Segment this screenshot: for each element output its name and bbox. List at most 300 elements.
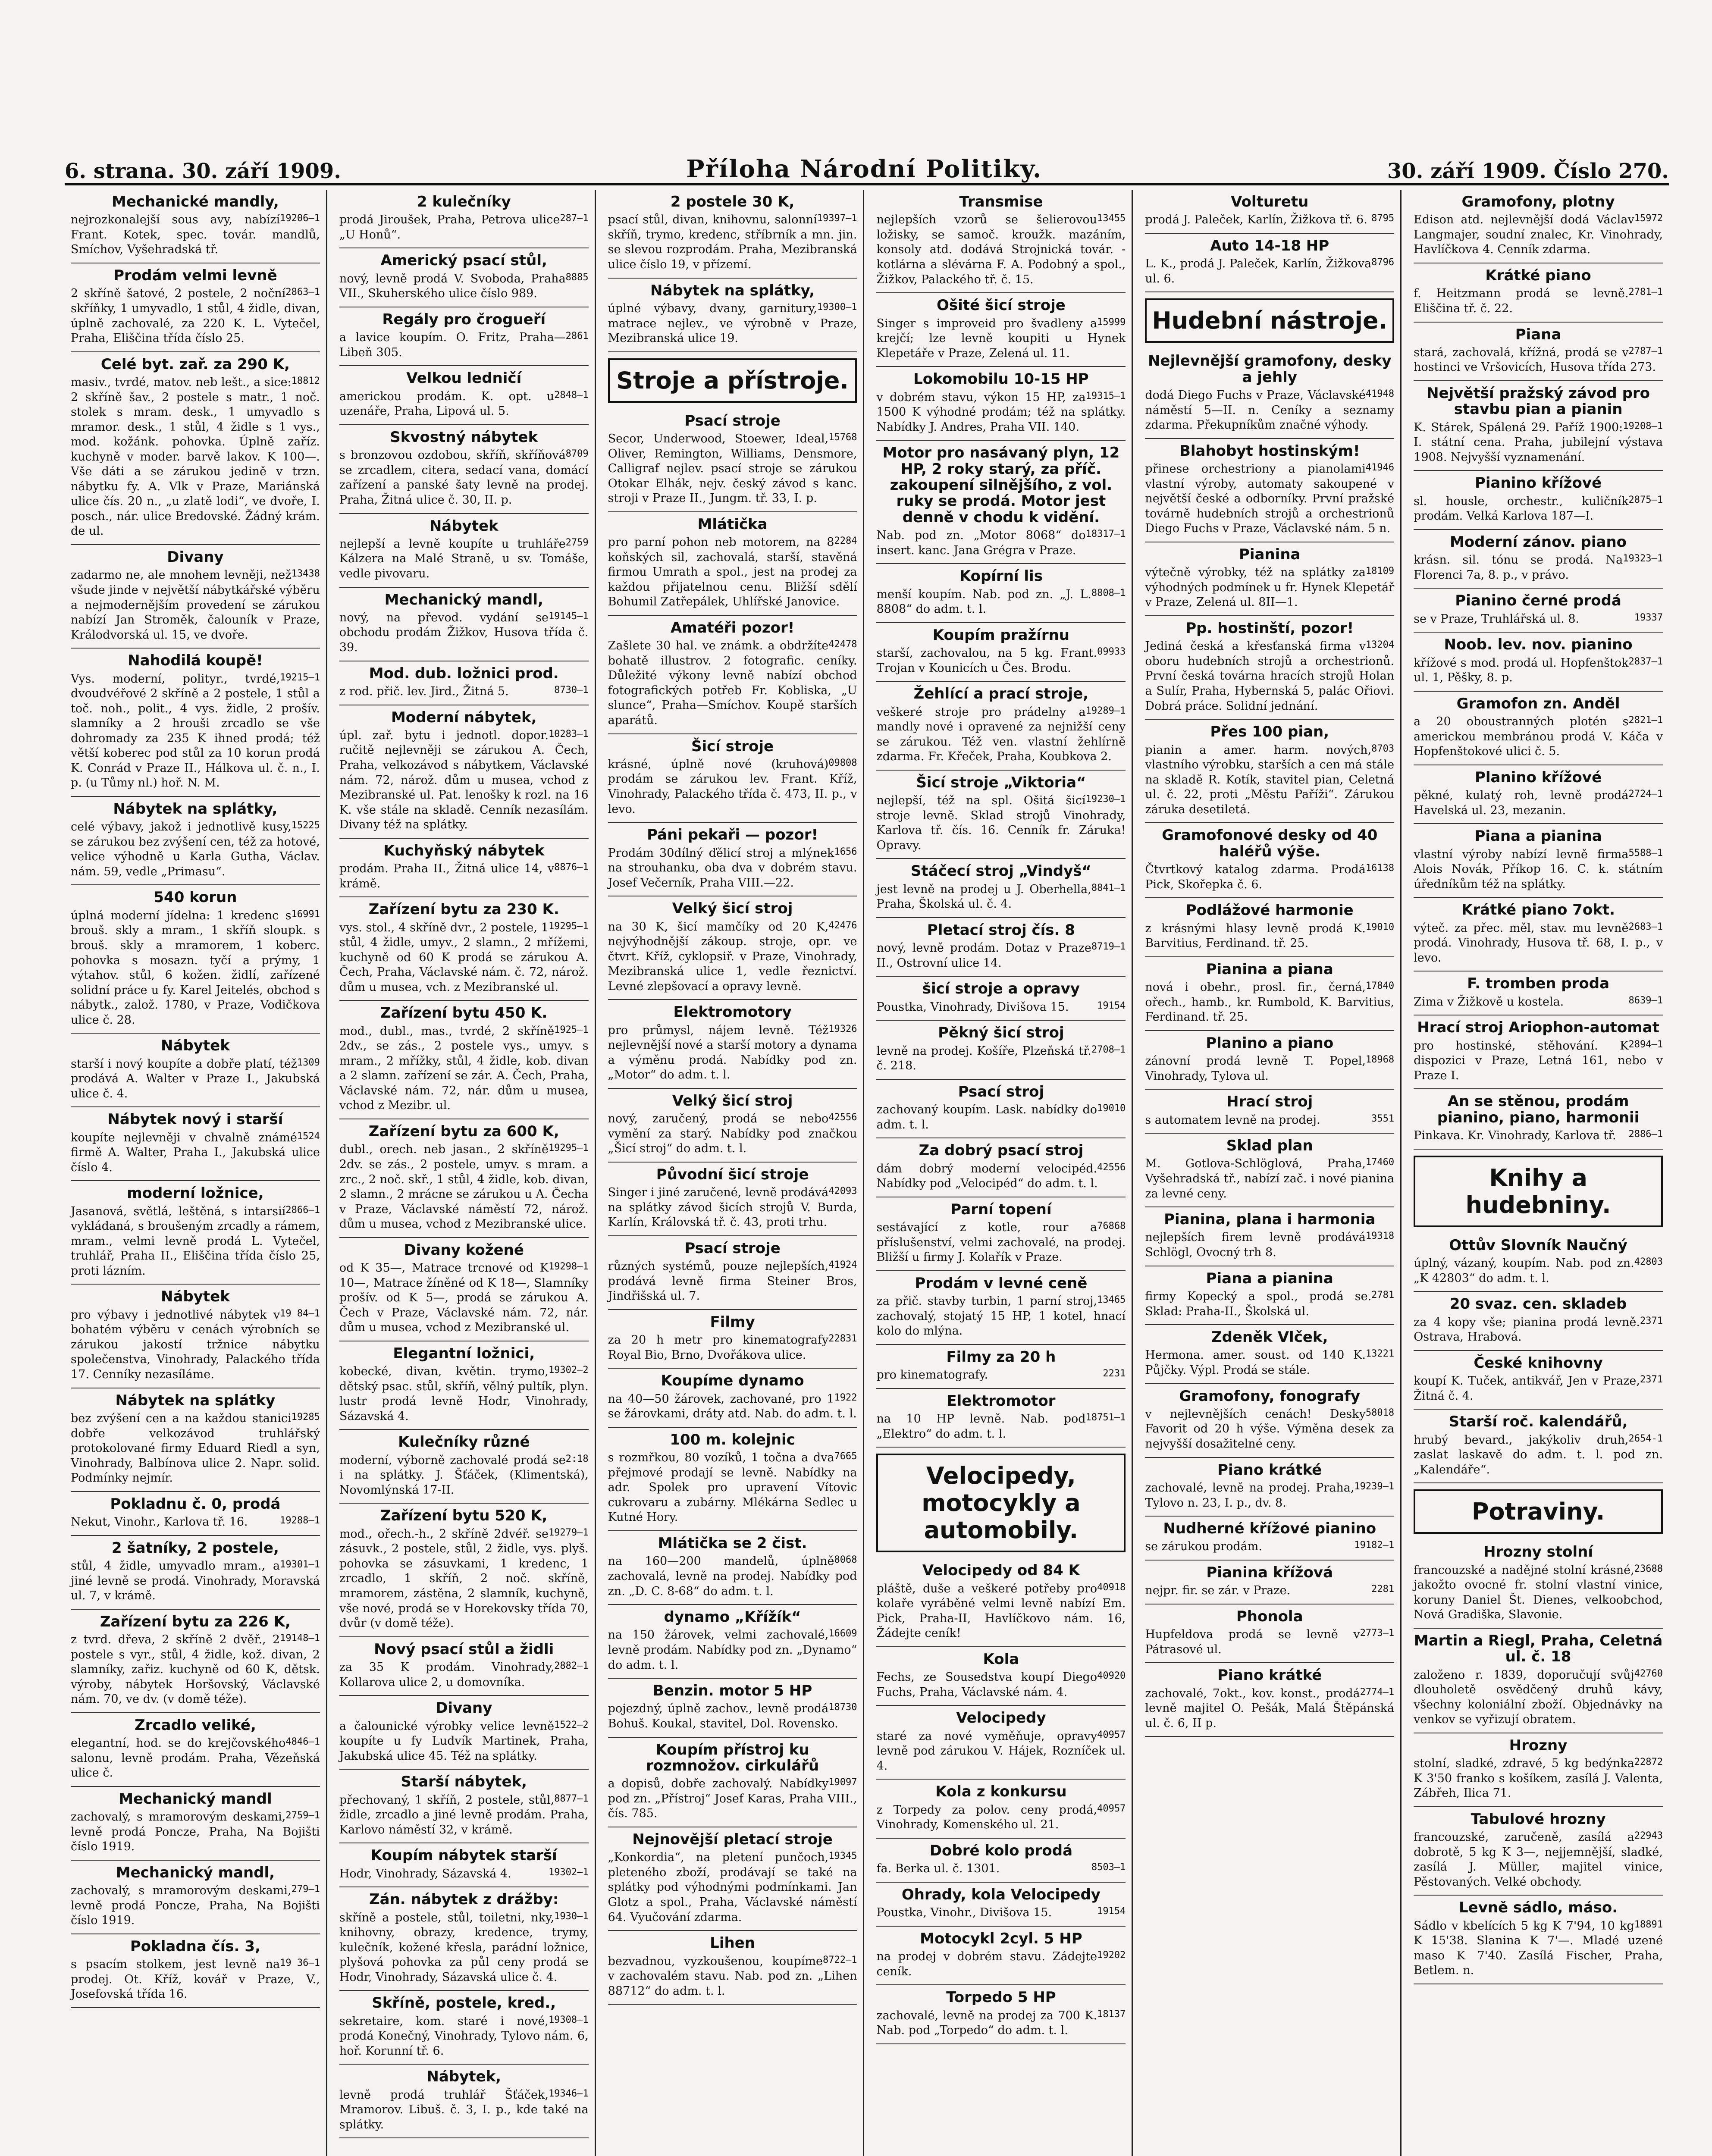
ad-title: Benzin. motor 5 HP (652, 1682, 812, 1700)
ad-text: Poustka, Vinohr., Divišova 15. (876, 1906, 1052, 1920)
ad-text: stolní, sladké, zdravé, 5 kg bedýnka K 3'50 franko s košíkem, zasílá J. Valenta, Zábřeh, Ilica 71. (1414, 1757, 1663, 1800)
classified-ad (1145, 190, 1394, 234)
ad-body (1145, 862, 1394, 892)
ad-title: Elektromotor (947, 1392, 1056, 1410)
classified-ad (71, 1713, 320, 1787)
classified-ad (1414, 692, 1663, 765)
ad-number: 18317—1 (1085, 529, 1126, 540)
ad-number: 19148—1 (280, 1633, 320, 1644)
header-left: 6. strana. 30. září 1909. (65, 159, 341, 183)
classified-ad (71, 885, 320, 1034)
ad-text: za 35 K prodám. Vinohrady, Kollarova ulice 2, u domovníka. (339, 1661, 555, 1689)
ad-title: Amatéři pozor! (670, 619, 795, 636)
ad-title: Mlátička se 2 čist. (658, 1535, 807, 1552)
ad-text: dodá Diego Fuchs v Praze, Václavské náměstí 5—II. n. Ceníky a seznamy zdarma. Překupníkům značné výhody. (1145, 389, 1395, 432)
ad-title: šicí stroje a opravy (922, 980, 1080, 998)
ad-text: zadarmo ne, ale mnohem levněji, než všude jinde v největší nábytkářské výběru a nejmodernějším provedení se zárukou nabízí Jan Stroměk, čalouník v Praze, Králodvorská ul. 15, ve dvoře. (71, 568, 320, 642)
ad-text: založeno r. 1839, doporučují svůj dlouholetě osvědčený druhů kávy, všechny koloniální zboží. Objednávky na venkov se vyřizují obratem. (1414, 1668, 1663, 1727)
ad-number: 8722—1 (823, 1954, 857, 1965)
ad-title: Skříně, postele, kred., (372, 1994, 556, 2012)
ad-title: Divany (167, 548, 224, 566)
ad-title: F. tromben proda (1467, 975, 1610, 993)
ad-number: 15225 (291, 820, 320, 831)
ad-number: 19154 (1097, 1906, 1126, 1917)
classified-ad (339, 190, 589, 248)
ad-body (339, 1024, 589, 1113)
ad-number: 15768 (828, 432, 857, 443)
ad-title: Americký psací stůl, (380, 252, 547, 270)
classified-ad (1414, 1089, 1663, 1149)
ad-title: Nábytek (161, 1288, 230, 1306)
ad-number: 2:18 (565, 1453, 589, 1464)
ad-title: Transmise (959, 193, 1043, 210)
ad-text: levně prodá truhlář Šťáček, Mramorov. Libuš. č. 3, I. p., kde také na splátky. (339, 2088, 589, 2131)
ad-body (608, 920, 857, 994)
ad-text: Zima v Žižkově u kostela. (1414, 995, 1564, 1009)
ad-body (1414, 553, 1663, 583)
ad-body (71, 1957, 320, 2002)
classified-ad (1145, 898, 1394, 957)
ad-number: 42556 (1097, 1162, 1126, 1173)
ad-body (339, 1142, 589, 1232)
classified-ad (608, 1531, 857, 1605)
ad-text: menší koupím. Nab. pod zn. „J. L. 8808“ do adm. t. l. (876, 587, 1091, 616)
ad-body (71, 213, 320, 257)
ad-number: 19295—1 (548, 921, 589, 932)
ad-number: 13455 (1097, 213, 1126, 224)
classified-ad (1145, 234, 1394, 292)
classified-ad (1414, 765, 1663, 824)
classified-ad (876, 1271, 1126, 1345)
ad-text: pro kinematografy. (876, 1368, 988, 1382)
ad-body (71, 286, 320, 346)
section-heading: Knihy a hudebniny. (1414, 1156, 1663, 1227)
classified-ad (71, 352, 320, 545)
ad-text: s automatem levně na prodej. (1145, 1113, 1320, 1127)
ad-title: moderní ložnice, (127, 1185, 264, 1202)
ad-body (71, 1411, 320, 1486)
ad-title: Lihen (710, 1934, 755, 1952)
ad-text: K. Stárek, Spálená 29. Paříž 1900: I. státní cena. Praha, jubilejní výstava 1908. Nejvyšší vyznamenání. (1414, 420, 1663, 464)
ad-number: 1656 (834, 846, 857, 857)
ad-text: Pinkava. Kr. Vinohrady, Karlova tř. (1414, 1129, 1616, 1143)
ad-text: úplné výbavy, dvany, garnitury, matrace nejlev., ve výrobně v Praze, Mezibranská ulice 19. (608, 301, 857, 345)
ad-number: 8877—1 (554, 1793, 589, 1804)
ad-title: Pokladnu č. 0, prodá (110, 1495, 281, 1513)
ad-number: 19346—1 (548, 2088, 589, 2099)
ad-title: Hrací stroj (1226, 1093, 1313, 1111)
classified-ad (1414, 1233, 1663, 1292)
classified-ad (1145, 349, 1394, 439)
ad-text: francouzské a nadějné stolní krásné, jakožto ovocné fr. stolní vlastní vinice, koruny Daniel Št. Dienes, velkoobchod, Nová Gradiška, Slavonie. (1414, 1563, 1663, 1622)
ad-body (1414, 213, 1663, 257)
ad-body (876, 528, 1126, 558)
ad-number: 19097 (828, 1777, 857, 1788)
classified-ad (1145, 823, 1394, 898)
ad-text: elegantní, hod. se do krejčovského salonu, levně prodám. Praha, Vězeňská ulice č. (71, 1736, 320, 1780)
ad-title: Nahodilá koupě! (128, 652, 263, 670)
ad-body (876, 1803, 1126, 1833)
ad-title: Původní šicí stroje (656, 1166, 809, 1183)
ad-number: 2866—1 (285, 1204, 320, 1216)
ad-title: Nábytek, (426, 2068, 502, 2086)
ad-body (339, 1911, 589, 1985)
classified-ad (608, 1236, 857, 1310)
ad-number: 2708—1 (1091, 1044, 1126, 1055)
ad-text: Jediná česká a křesťanská firma v oboru hudebních strojů a orchestrionů. První česká továrna hracích strojů Holan a Sulír, Praha, Hybernská 5, palác Ořiovi. Dobrá práce. Solidní jednání. (1145, 639, 1395, 713)
ad-title: Planino a piano (1206, 1034, 1334, 1052)
ad-text: a dopisů, dobře zachovalý. Nabídky pod zn. „Přístroj“ Josef Karas, Praha VIII., čís. 785. (608, 1777, 857, 1821)
ad-number: 76868 (1097, 1221, 1126, 1232)
classified-ad (1145, 1266, 1394, 1325)
ad-body (876, 1000, 1126, 1015)
classified-ad (1145, 1031, 1394, 1090)
ad-text: z rod. přič. lev. Jird., Žitná 5. (339, 684, 509, 698)
ad-body (1414, 286, 1663, 316)
ad-title: Motocykl 2cyl. 5 HP (920, 1930, 1082, 1947)
ad-text: křížové s mod. prodá ul. Hopfenštok ul. 1, Pěšky, 8. p. (1414, 656, 1629, 685)
ad-number: 8796 (1371, 257, 1395, 268)
ad-body (339, 537, 589, 582)
ad-body (71, 1736, 320, 1781)
classified-ad (1414, 1292, 1663, 1351)
ad-title: Moderní nábytek, (391, 708, 537, 726)
ad-body (608, 1333, 857, 1363)
ad-title: Mod. dub. ložnici prod. (369, 664, 559, 682)
classified-ad (876, 977, 1126, 1021)
ad-body (1414, 420, 1663, 465)
ad-title: 20 svaz. cen. skladeb (1449, 1295, 1627, 1313)
ad-number: 40957 (1097, 1729, 1126, 1740)
ad-text: celé výbavy, jakož i jednotlivě kusy, se zárukou bez zvýšení cen, též za hotové, velice výhodně u Karla Gutha, Václav. nám. 59, vedle „Primasu“. (71, 820, 320, 878)
ad-title: Gramofonové desky od 40 haléřů výše. (1162, 827, 1378, 860)
ad-body (71, 1883, 320, 1928)
ad-title: Piano krátké (1217, 1461, 1322, 1479)
classified-ad (71, 797, 320, 886)
ad-number: 19010 (1365, 921, 1395, 933)
ad-title: Skvostný nábytek (390, 428, 538, 446)
ad-text: úplný, vázaný, koupím. Nab. pod zn. „K 42803“ do adm. t. l. (1414, 1257, 1634, 1285)
ad-body (1145, 1686, 1394, 1731)
classified-ad (608, 1310, 857, 1369)
ad-number: 2774—1 (1360, 1686, 1395, 1698)
ad-text: Fechs, ze Sousedstva koupí Diego Fuchs, Praha, Václavské nám. 4. (876, 1670, 1097, 1699)
ad-number: 8730—1 (554, 684, 589, 696)
classified-ad (1145, 542, 1394, 616)
ad-title: Krátké piano 7okt. (1461, 901, 1615, 919)
ad-text: veškeré stroje pro prádelny a mandly nové i opravené za nejnižší ceny se zárukou. Též ven. vlastní žehlírně zdarma. Fr. Křeček, Praha, Koubkova 2. (876, 705, 1126, 764)
ad-title: Mechanický mandl (119, 1790, 272, 1808)
ad-body (339, 389, 589, 419)
ad-title: Kulečníky různé (398, 1433, 530, 1451)
ad-title: Hrozny stolní (1483, 1543, 1593, 1561)
ad-text: prodá Jiroušek, Praha, Petrova ulice „U Honů“. (339, 213, 560, 241)
ad-number: 22872 (1634, 1757, 1663, 1768)
ad-title: Největší pražský závod pro stavbu pian a pianin (1427, 385, 1650, 418)
classified-ad (608, 1000, 857, 1089)
ad-body (339, 448, 589, 508)
classified-ad (1145, 720, 1394, 823)
ad-title: Sklad plan (1226, 1137, 1313, 1155)
ad-number: 19215—1 (280, 672, 320, 683)
ad-body (1414, 1039, 1663, 1084)
ad-number: 19323—1 (1623, 553, 1663, 564)
ad-title: Nejlevnější gramofony, desky a jehly (1148, 352, 1392, 386)
ad-title: Mlátička (697, 515, 768, 533)
ad-title: Elektromotory (673, 1003, 792, 1021)
ad-number: 41924 (828, 1260, 857, 1271)
ad-body (339, 272, 589, 301)
classified-ad (71, 1107, 320, 1181)
ad-title: Pianino křížové (1474, 474, 1602, 492)
classified-ad (876, 682, 1126, 771)
ad-text: Prodám 30dílný ďělicí stroj a mlýnek na strouhanku, oba dva v dobrém stavu. Josef Večerník, Praha VIII.—22. (608, 846, 857, 890)
ad-body (71, 375, 320, 539)
ad-text: nová i obehr., prosl. fir., černá, ořech., hamb., kr. Rumbold, K. Barvitius, Ferdinand. tř. 25. (1145, 981, 1395, 1024)
ad-body (1145, 1539, 1394, 1554)
classified-ad (1414, 971, 1663, 1015)
ad-body (1145, 257, 1394, 286)
ad-number: 2787—1 (1628, 345, 1663, 357)
ad-body (608, 432, 857, 506)
ad-title: Velocipedy (956, 1709, 1046, 1727)
ad-title: Zrcadlo veliké, (134, 1716, 256, 1734)
ad-text: stůl, 4 židle, umyvadlo mram., a jiné levně se prodá. Vinohrady, Moravská ul. 7, v krámě. (71, 1559, 320, 1603)
ad-text: na 30 K, šicí mamčíky od 20 K, nejvýhodnější zákoup. stroje, opr. ve čtvrt. Kříž, cyklopsiř. v Praze, Vinohrady, Mezibranská ulice 1, vedle řeznictví. Levné zlepšovací a opravy levně. (608, 920, 857, 993)
ad-body (1414, 847, 1663, 892)
ad-title: Zařízení bytu 450 K. (380, 1004, 548, 1022)
ad-number: 42478 (828, 639, 857, 650)
classified-ad (1145, 1663, 1394, 1737)
ad-number: 13438 (291, 568, 320, 580)
ad-number: 19318 (1365, 1231, 1395, 1242)
ad-text: skříně a postele, stůl, toiletni, nky, knihovny, obrazy, kredence, trymy, kulečník, kožené křesla, parádní ložnice, plyšová pohovka za půl ceny prodá se Hodr, Vinohrady, Sázavská ulice č. 4. (339, 1911, 589, 1984)
classified-ad (1414, 190, 1663, 263)
ad-title: Krátké piano (1485, 267, 1591, 285)
ad-body (1145, 921, 1394, 951)
classified-ad (608, 512, 857, 616)
classified-ad (608, 1369, 857, 1427)
ad-body (1145, 980, 1394, 1025)
classified-ad (608, 1931, 857, 2005)
classified-ad (876, 1839, 1126, 1883)
ad-number: 19315—1 (1085, 390, 1126, 401)
ad-title: Velkou ledničí (406, 370, 522, 387)
ad-number: 3551 (1371, 1113, 1395, 1124)
classified-ad (876, 293, 1126, 367)
classified-ad (339, 1119, 589, 1238)
ad-number: 8808—1 (1091, 587, 1126, 599)
ad-body (608, 1259, 857, 1304)
ad-text: úpl. zař. bytu i jednotl. dopor. ručitě nejlevněji se zárukou A. Čech, Praha, velkozávod s nábytkem, Václavské nám. 72, nárož. dům u musea, vchod z Mezibranské ul. Pat. lenošky k rozl. na 16 K. vše stále na skladě. Cenník nezasílám. Divany též na splátky. (339, 728, 589, 832)
classified-ad (339, 425, 589, 514)
ad-body (1414, 1563, 1663, 1623)
ad-number: 19298—1 (548, 1261, 589, 1272)
ad-number: 13465 (1097, 1294, 1126, 1306)
classified-ad (608, 1428, 857, 1531)
ad-text: americkou prodám. K. opt. u uzenáře, Praha, Lipová ul. 5. (339, 389, 555, 418)
classified-ad (339, 897, 589, 1001)
ad-text: sekretaire, kom. staré i nové, prodá Konečný, Vinohrady, Tylovo nám. 6, hoř. Korunní tř. 6. (339, 2014, 589, 2058)
ad-text: a lavice koupím. O. Fritz, Praha—Libeň 305. (339, 331, 566, 359)
ad-body (1145, 565, 1394, 610)
ad-text: v nejlevnějších cenách! Desky Favorit od 20 h výše. Výměna desek za nejvyšší dosažitelné ceny. (1145, 1407, 1395, 1451)
ad-text: Singer i jiné zaručené, levně prodává na splátky závod šicích strojů V. Burda, Karlín, Královská tř. č. 43, proti trhu. (608, 1186, 857, 1229)
ad-text: koupí K. Tuček, antikvář, Jen v Praze, Žitná č. 4. (1414, 1374, 1640, 1403)
ad-number: 2861 (565, 331, 589, 342)
ad-text: pro hostinské, stěhování. K dispozici v Praze, Letná 161, nebo v Praze I. (1414, 1039, 1663, 1082)
classified-ad (71, 1536, 320, 1610)
ad-title: Dobré kolo prodá (929, 1842, 1073, 1859)
classified-ad (339, 661, 589, 705)
ad-body (1145, 1481, 1394, 1510)
ad-body (339, 1261, 589, 1335)
ad-text: úplná moderní jídelna: 1 kredenc s brouš. skly a mram., 1 skříň sloupk. s brouš. skly a mramorem, 1 koberc. pohovka s mosazn. tyčí a prýmy, 1 výtahov. stůl, 6 kožen. židlí, zařízené solidní práce u fy. Karel Jeitelés, obchod s nábytk., založ. 1780, v Praze, Vodičkova ulice č. 28. (71, 909, 320, 1027)
classified-ad (608, 409, 857, 512)
ad-body (1414, 1668, 1663, 1727)
classified-ad (339, 1430, 589, 1504)
ad-number: 13221 (1365, 1348, 1395, 1360)
classified-ad (71, 1934, 320, 2008)
ad-title: Zařízení bytu za 230 K. (368, 901, 559, 918)
classified-ad (876, 1558, 1126, 1647)
ad-number: 10283—1 (548, 728, 589, 740)
ad-body (1145, 213, 1394, 228)
classified-ad (1414, 1629, 1663, 1733)
ad-number: 40918 (1097, 1582, 1126, 1593)
ad-title: Lokomobilu 10-15 HP (913, 370, 1089, 388)
ad-title: Psací stroje (684, 412, 781, 429)
ad-title: Šicí stroje „Viktoria“ (916, 774, 1086, 791)
classified-ad (1145, 1090, 1394, 1134)
ad-text: od K 35—, Matrace trcnové od K 10—, Matrace žíněné od K 18—, Slamníky prošív. od K 5—, prodá se zárukou A. Čech v Praze, Václavské nám. 72, nár. dům u musea, vchod z Mezibranské ul. (339, 1261, 589, 1335)
ad-title: České knihovny (1474, 1354, 1603, 1372)
ad-number: 19308—1 (548, 2014, 589, 2025)
ad-number: 19345 (828, 1851, 857, 1862)
ad-body (339, 1527, 589, 1631)
ad-number: 279—1 (291, 1884, 320, 1895)
ad-title: Mechanické mandly, (112, 193, 279, 210)
classified-ad (1145, 1561, 1394, 1604)
ad-text: mod., dubl., mas., tvrdé, 2 skříně 2dv., se zás., 2 postele vys., umyv. s mram., 2 mřížky, stůl, 4 židle, kob. divan a 2 slamn. zařízení se zár. A. Čech, Praha, Václavské nám. 72, nár. dům u musea, vchod z Mezibr. ul. (339, 1024, 589, 1112)
classified-ad (876, 1080, 1126, 1138)
ad-body (876, 1412, 1126, 1442)
ad-number: 1524 (297, 1131, 320, 1142)
column-6 (1408, 190, 1669, 2156)
ad-body (339, 2014, 589, 2059)
classified-ad (1414, 1807, 1663, 1896)
ad-text: pro průmysl, nájem levně. Též nejlevnější nové a starší motory a dynama a výměnu prodá. Nabídky pod zn. „Motor“ do adm. t. l. (608, 1023, 857, 1082)
ad-title: Koupíme dynamo (661, 1372, 804, 1390)
ad-text: nový, levně prodám. Dotaz v Praze II., Ostrovní ulice 14. (876, 941, 1091, 970)
ad-text: a 20 oboustranných plotén s americkou membránou prodá V. Káča v Hopfenštokové ulici č. 5. (1414, 715, 1663, 758)
ad-text: na 150 žárovek, velmi zachovalé, levně prodám. Nabídky pod zn. „Dynamo“ do adm. t. l. (608, 1628, 857, 1672)
ad-title: Ottův Slovník Naučný (1449, 1236, 1627, 1254)
classified-ad (608, 896, 857, 1000)
ad-text: na 160—200 mandelů, úplně zachovalá, levně na prodej. Nabídky pod zn. „D. C. 8-68“ do adm. t. l. (608, 1554, 857, 1598)
ad-text: zachovaný koupím. Lask. nabídky do adm. t. l. (876, 1103, 1097, 1131)
ad-text: na prodej v dobrém stavu. Zádejte ceník. (876, 1950, 1097, 1978)
ad-number: 19 84—1 (280, 1308, 320, 1319)
classified-ad (608, 190, 857, 279)
classified-ad (1145, 1134, 1394, 1207)
ad-text: stará, zachovalá, křížná, prodá se v hostinci ve Vršovicích, Husova třída 273. (1414, 345, 1656, 374)
ad-title: Nábytek na splátky, (650, 282, 815, 299)
ad-body (71, 568, 320, 642)
ad-text: sl. housle, orchestr., kuličník prodám. Velká Karlova 187—I. (1414, 494, 1629, 523)
ad-number: 19397—1 (817, 213, 857, 224)
ad-text: Poustka, Vinohrady, Divišova 15. (876, 1000, 1069, 1014)
ad-text: nový, levně prodá V. Svoboda, Praha VII., Skuherského ulice číslo 989. (339, 272, 566, 301)
ad-number: 42093 (828, 1186, 857, 1197)
ad-text: se v Praze, Truhlářská ul. 8. (1414, 612, 1580, 626)
ad-text: Hermona. amer. soust. od 140 K. Půjčky. Výpl. Prodá se stále. (1145, 1348, 1366, 1377)
classified-ad (1414, 1015, 1663, 1089)
ad-text: v dobrém stavu, výkon 15 HP, za 1500 K výhodné prodám; též na splátky. Nabídky J. Andres, Praha VII. 140. (876, 390, 1126, 434)
ad-body (876, 1905, 1126, 1921)
ad-number: 41946 (1365, 462, 1395, 473)
classified-ad (876, 623, 1126, 682)
classified-ad (71, 1034, 320, 1107)
ad-number: 41948 (1365, 389, 1395, 400)
classified-ad (1145, 439, 1394, 542)
ad-body (1145, 1627, 1394, 1657)
ad-title: Prodám v levné ceně (915, 1274, 1088, 1292)
ad-number: 8795 (1371, 213, 1395, 224)
ad-text: Čtvrtkový katalog zdarma. Prodá Pick, Skořepka č. 6. (1145, 863, 1366, 891)
ad-number: 18751—1 (1085, 1412, 1126, 1423)
ad-title: Pianina a piana (1206, 960, 1333, 978)
ad-title: 2 postele 30 K, (670, 193, 795, 210)
ad-body (339, 921, 589, 995)
ad-title: Velký šicí stroj (672, 1092, 793, 1109)
ad-number: 2894—1 (1628, 1039, 1663, 1050)
ad-title: Gramofony, plotny (1461, 193, 1615, 210)
classified-ad (339, 1887, 589, 1991)
ad-number: 19206—1 (280, 213, 320, 224)
ad-number: 5588—1 (1628, 847, 1663, 859)
ad-body (339, 862, 589, 891)
ad-number: 2886—1 (1628, 1129, 1663, 1140)
ad-text: pro výbavy i jednotlivé nábytek v bohatém výběru v cenách výrobních se zárukou jakostí tržnice nábytku společenstva, Vinohrady, Palackého třída 17. Cenníky nezasíláme. (71, 1308, 320, 1382)
ad-body (608, 757, 857, 817)
classified-ad (876, 1345, 1126, 1389)
classified-ad (71, 1787, 320, 1861)
classified-ad (876, 771, 1126, 859)
ad-title: Pěkný šicí stroj (938, 1024, 1064, 1042)
ad-number: 1925—1 (554, 1024, 589, 1035)
ad-title: Koupím přístroj ku rozmnožov. cirkulářů (646, 1741, 819, 1774)
ad-number: 19154 (1097, 1000, 1126, 1011)
ad-number: 1522—2 (554, 1719, 589, 1730)
ad-number: 18891 (1634, 1919, 1663, 1930)
classified-ad (1145, 1604, 1394, 1663)
classified-ad (71, 263, 320, 352)
classified-ad (339, 1341, 589, 1430)
column-3 (602, 190, 865, 2156)
ad-number: 2875—1 (1628, 494, 1663, 505)
columns (65, 190, 1669, 2156)
ad-number: 8503—1 (1091, 1862, 1126, 1873)
classified-ad (1414, 471, 1663, 530)
ad-number: 8703 (1371, 743, 1395, 754)
ad-title: Velocipedy od 84 K (922, 1562, 1080, 1579)
classified-ad (71, 1492, 320, 1536)
ad-number: 19285 (291, 1411, 320, 1423)
ad-number: 09808 (828, 757, 857, 768)
ad-text: z tvrd. dřeva, 2 skříně 2 dvěř., 2 postele s vyr., stůl, 4 židle, kož. divan, 2 slamníky, zařiz. kuchyně od 60 K, dětsk. výroby, nábytek Horšovský, Václavské nám. 70, ve dv. (v domě téže). (71, 1633, 320, 1706)
ad-number: 2759—1 (285, 1810, 320, 1821)
